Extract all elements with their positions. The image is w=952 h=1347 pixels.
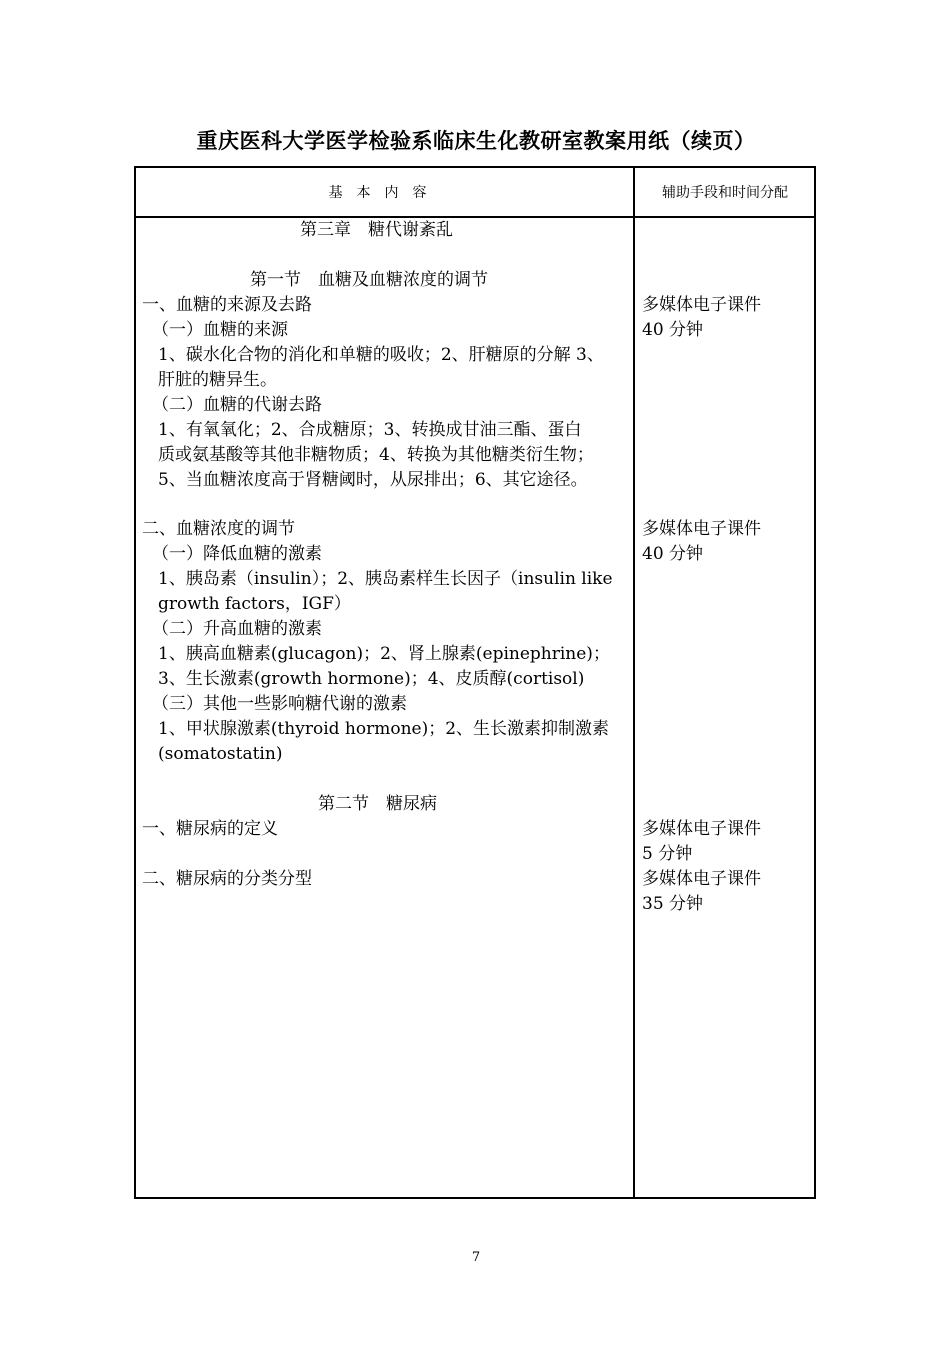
section-title: 第二节 糖尿病: [318, 794, 437, 814]
content-line: 1、胰岛素（insulin）；2、胰岛素样生长因子（insulin like: [158, 569, 613, 589]
content-line: 1、胰高血糖素(glucagon)；2、肾上腺素(epinephrine)；: [158, 644, 610, 664]
content-line: （二）血糖的代谢去路: [152, 395, 322, 415]
content-line: 肝脏的糖异生。: [158, 370, 277, 390]
aid-method: 多媒体电子课件: [642, 519, 761, 539]
content-line: 质或氨基酸等其他非糖物质；4、转换为其他糖类衍生物；: [158, 445, 594, 465]
content-line: （一）降低血糖的激素: [152, 544, 322, 564]
header-aids: 辅助手段和时间分配: [662, 185, 788, 201]
aid-duration: 40 分钟: [642, 544, 704, 564]
content-line: （二）升高血糖的激素: [152, 619, 322, 639]
aid-method: 多媒体电子课件: [642, 819, 761, 839]
aid-duration: 40 分钟: [642, 320, 704, 340]
column-divider: [633, 168, 635, 1197]
content-line: （一）血糖的来源: [152, 320, 288, 340]
header-divider: [136, 216, 814, 218]
aid-method: 多媒体电子课件: [642, 869, 761, 889]
content-line: (somatostatin): [158, 744, 283, 764]
chapter-title: 第三章 糖代谢紊乱: [300, 220, 453, 240]
content-line: growth factors，IGF）: [158, 594, 351, 614]
content-line: 1、碳水化合物的消化和单糖的吸收；2、肝糖原的分解 3、: [158, 345, 604, 365]
content-line: 5、当血糖浓度高于肾糖阈时，从尿排出；6、其它途径。: [158, 470, 588, 490]
content-line: 一、糖尿病的定义: [142, 819, 278, 839]
page-title: 重庆医科大学医学检验系临床生化教研室教案用纸（续页）: [196, 128, 756, 153]
content-line: 3、生长激素(growth hormone)；4、皮质醇(cortisol): [158, 669, 585, 689]
content-line: 1、有氧氧化；2、合成糖原；3、转换成甘油三酯、蛋白: [158, 420, 582, 440]
content-line: （三）其他一些影响糖代谢的激素: [152, 694, 407, 714]
lesson-plan-table: [134, 166, 816, 1199]
content-line: 一、血糖的来源及去路: [142, 295, 312, 315]
aid-duration: 35 分钟: [642, 894, 704, 914]
aid-method: 多媒体电子课件: [642, 295, 761, 315]
content-line: 1、甲状腺激素(thyroid hormone)；2、生长激素抑制激素: [158, 719, 610, 739]
aid-duration: 5 分钟: [642, 844, 693, 864]
content-line: 二、血糖浓度的调节: [142, 519, 295, 539]
header-content: 基本内容: [328, 185, 441, 201]
section-title: 第一节 血糖及血糖浓度的调节: [250, 270, 488, 290]
page-number: 7: [471, 1250, 481, 1265]
content-line: 二、糖尿病的分类分型: [142, 869, 312, 889]
